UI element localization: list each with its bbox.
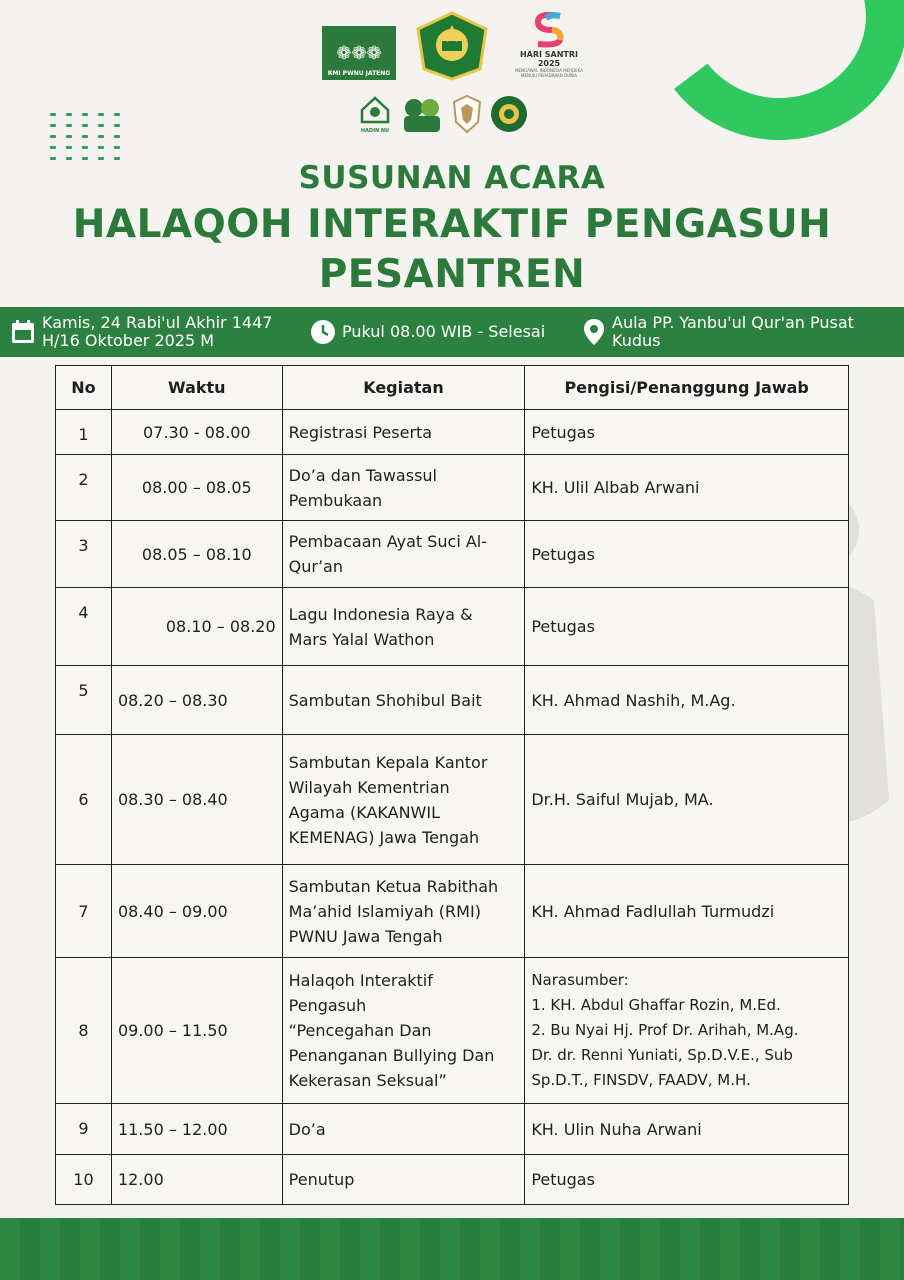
row-kegiatan: Sambutan Shohibul Bait [282,666,525,735]
row-kegiatan: Sambutan Kepala Kantor Wilayah Kementrian Agama (KAKANWIL KEMENAG) Jawa Tengah [282,735,525,865]
location-info [582,314,854,350]
header-kegiatan: Kegiatan [282,366,525,410]
row-waktu: 08.05 – 08.10 [111,521,282,588]
logo-row-top [322,10,584,82]
shield-logo [452,94,482,134]
header-waktu: Waktu [111,366,282,410]
row-no: 2 [56,455,112,521]
row-waktu: 08.30 – 08.40 [111,735,282,865]
decorative-dots [50,113,126,160]
date-text [42,314,272,350]
row-kegiatan: Registrasi Peserta [282,410,525,455]
row-no: 3 [56,521,112,588]
row-kegiatan: Lagu Indonesia Raya & Mars Yalal Wathon [282,588,525,666]
table-row [56,1155,849,1205]
table-row [56,958,849,1104]
hari-santri-title: HARI SANTRI 2025 [519,50,579,68]
logo-row-bottom [358,94,528,134]
row-pengisi: KH. Ahmad Nashih, M.Ag. [525,666,849,735]
time-info [310,319,582,345]
table-row [56,410,849,455]
table-row [56,455,849,521]
row-pengisi: KH. Ulil Albab Arwani [525,455,849,521]
table-row [56,666,849,735]
row-waktu: 08.40 – 09.00 [111,865,282,958]
event-title-line1: HALAQOH INTERAKTIF PENGASUH [72,202,832,247]
row-waktu: 07.30 - 08.00 [111,410,282,455]
schedule-table [55,365,849,1205]
round-emblem-logo [490,94,528,134]
kemenag-logo [414,11,490,81]
hadin-nu-label: HADIN NU [360,128,390,134]
row-pengisi: Petugas [525,1155,849,1205]
decorative-arc [632,0,904,157]
date-info [10,314,310,350]
house-icon [358,94,392,124]
location-line1: Aula PP. Yanbu'ul Qur'an Pusat [612,313,854,332]
row-kegiatan: Penutup [282,1155,525,1205]
schedule-table-wrap [55,365,849,1205]
table-row [56,735,849,865]
row-waktu: 09.00 – 11.50 [111,958,282,1104]
time-text: Pukul 08.00 WIB - Selesai [342,322,546,341]
event-subtitle: SUSUNAN ACARA [298,160,606,196]
row-no: 10 [56,1155,112,1205]
event-title-line2: PESANTREN [318,252,586,297]
table-row [56,865,849,958]
event-info-bar [0,307,904,357]
row-waktu: 11.50 – 12.00 [111,1104,282,1155]
location-pin-icon [582,318,606,346]
row-waktu: 08.20 – 08.30 [111,666,282,735]
row-pengisi: KH. Ulin Nuha Arwani [525,1104,849,1155]
row-kegiatan: Sambutan Ketua Rabithah Ma’ahid Islamiyah (RMI) PWNU Jawa Tengah [282,865,525,958]
table-row [56,1104,849,1155]
row-no: 4 [56,588,112,666]
row-pengisi: Dr.H. Saiful Mujab, MA. [525,735,849,865]
row-kegiatan: Halaqoh Interaktif Pengasuh “Pencegahan Dan Penanganan Bullying Dan Kekerasan Seksual” [282,958,525,1104]
event-title [0,200,904,300]
row-pengisi: KH. Ahmad Fadlullah Turmudzi [525,865,849,958]
row-no: 6 [56,735,112,865]
row-no: 1 [56,410,112,455]
row-waktu: 12.00 [111,1155,282,1205]
hari-santri-subtitle: MENGAWAL INDONESIA MERDEKA MENUJU PERADABAN DUNIA [515,68,583,78]
row-no: 5 [56,666,112,735]
bottom-decorative-band [0,1218,904,1280]
row-waktu: 08.00 – 08.05 [111,455,282,521]
calendar-icon [10,319,36,345]
header-no: No [56,366,112,410]
row-no: 9 [56,1104,112,1155]
location-line2: Kudus [612,331,661,350]
hari-santri-s-icon [532,10,566,48]
location-text [612,314,854,350]
header-pengisi: Pengisi/Penanggung Jawab [525,366,849,410]
table-row [56,588,849,666]
row-kegiatan: Do’a dan Tawassul Pembukaan [282,455,525,521]
date-line1: Kamis, 24 Rabi'ul Akhir 1447 [42,313,273,332]
row-pengisi: Petugas [525,521,849,588]
mascot-logo [400,94,444,134]
table-header-row [56,366,849,410]
row-kegiatan: Pembacaan Ayat Suci Al- Qur’an [282,521,525,588]
calligraphy-icon: ❁❁❁ [336,43,382,64]
rmi-logo [322,26,396,80]
row-no: 7 [56,865,112,958]
row-pengisi: Petugas [525,410,849,455]
row-waktu: 08.10 – 08.20 [111,588,282,666]
row-pengisi: Narasumber: 1. KH. Abdul Ghaffar Rozin, M.Ed. 2. Bu Nyai Hj. Prof Dr. Arihah, M.Ag. Dr. dr. Renni Yuniati, Sp.D.V.E., Sub Sp.D.T., FINSDV, FAADV, M.H. [525,958,849,1104]
clock-icon [310,319,336,345]
row-no: 8 [56,958,112,1104]
row-kegiatan: Do’a [282,1104,525,1155]
date-line2: H/16 Oktober 2025 M [42,331,215,350]
row-pengisi: Petugas [525,588,849,666]
hadin-nu-logo [358,94,392,134]
table-row [56,521,849,588]
hari-santri-logo [514,10,584,82]
rmi-logo-label: RMI PWNU JATENG [327,70,391,77]
